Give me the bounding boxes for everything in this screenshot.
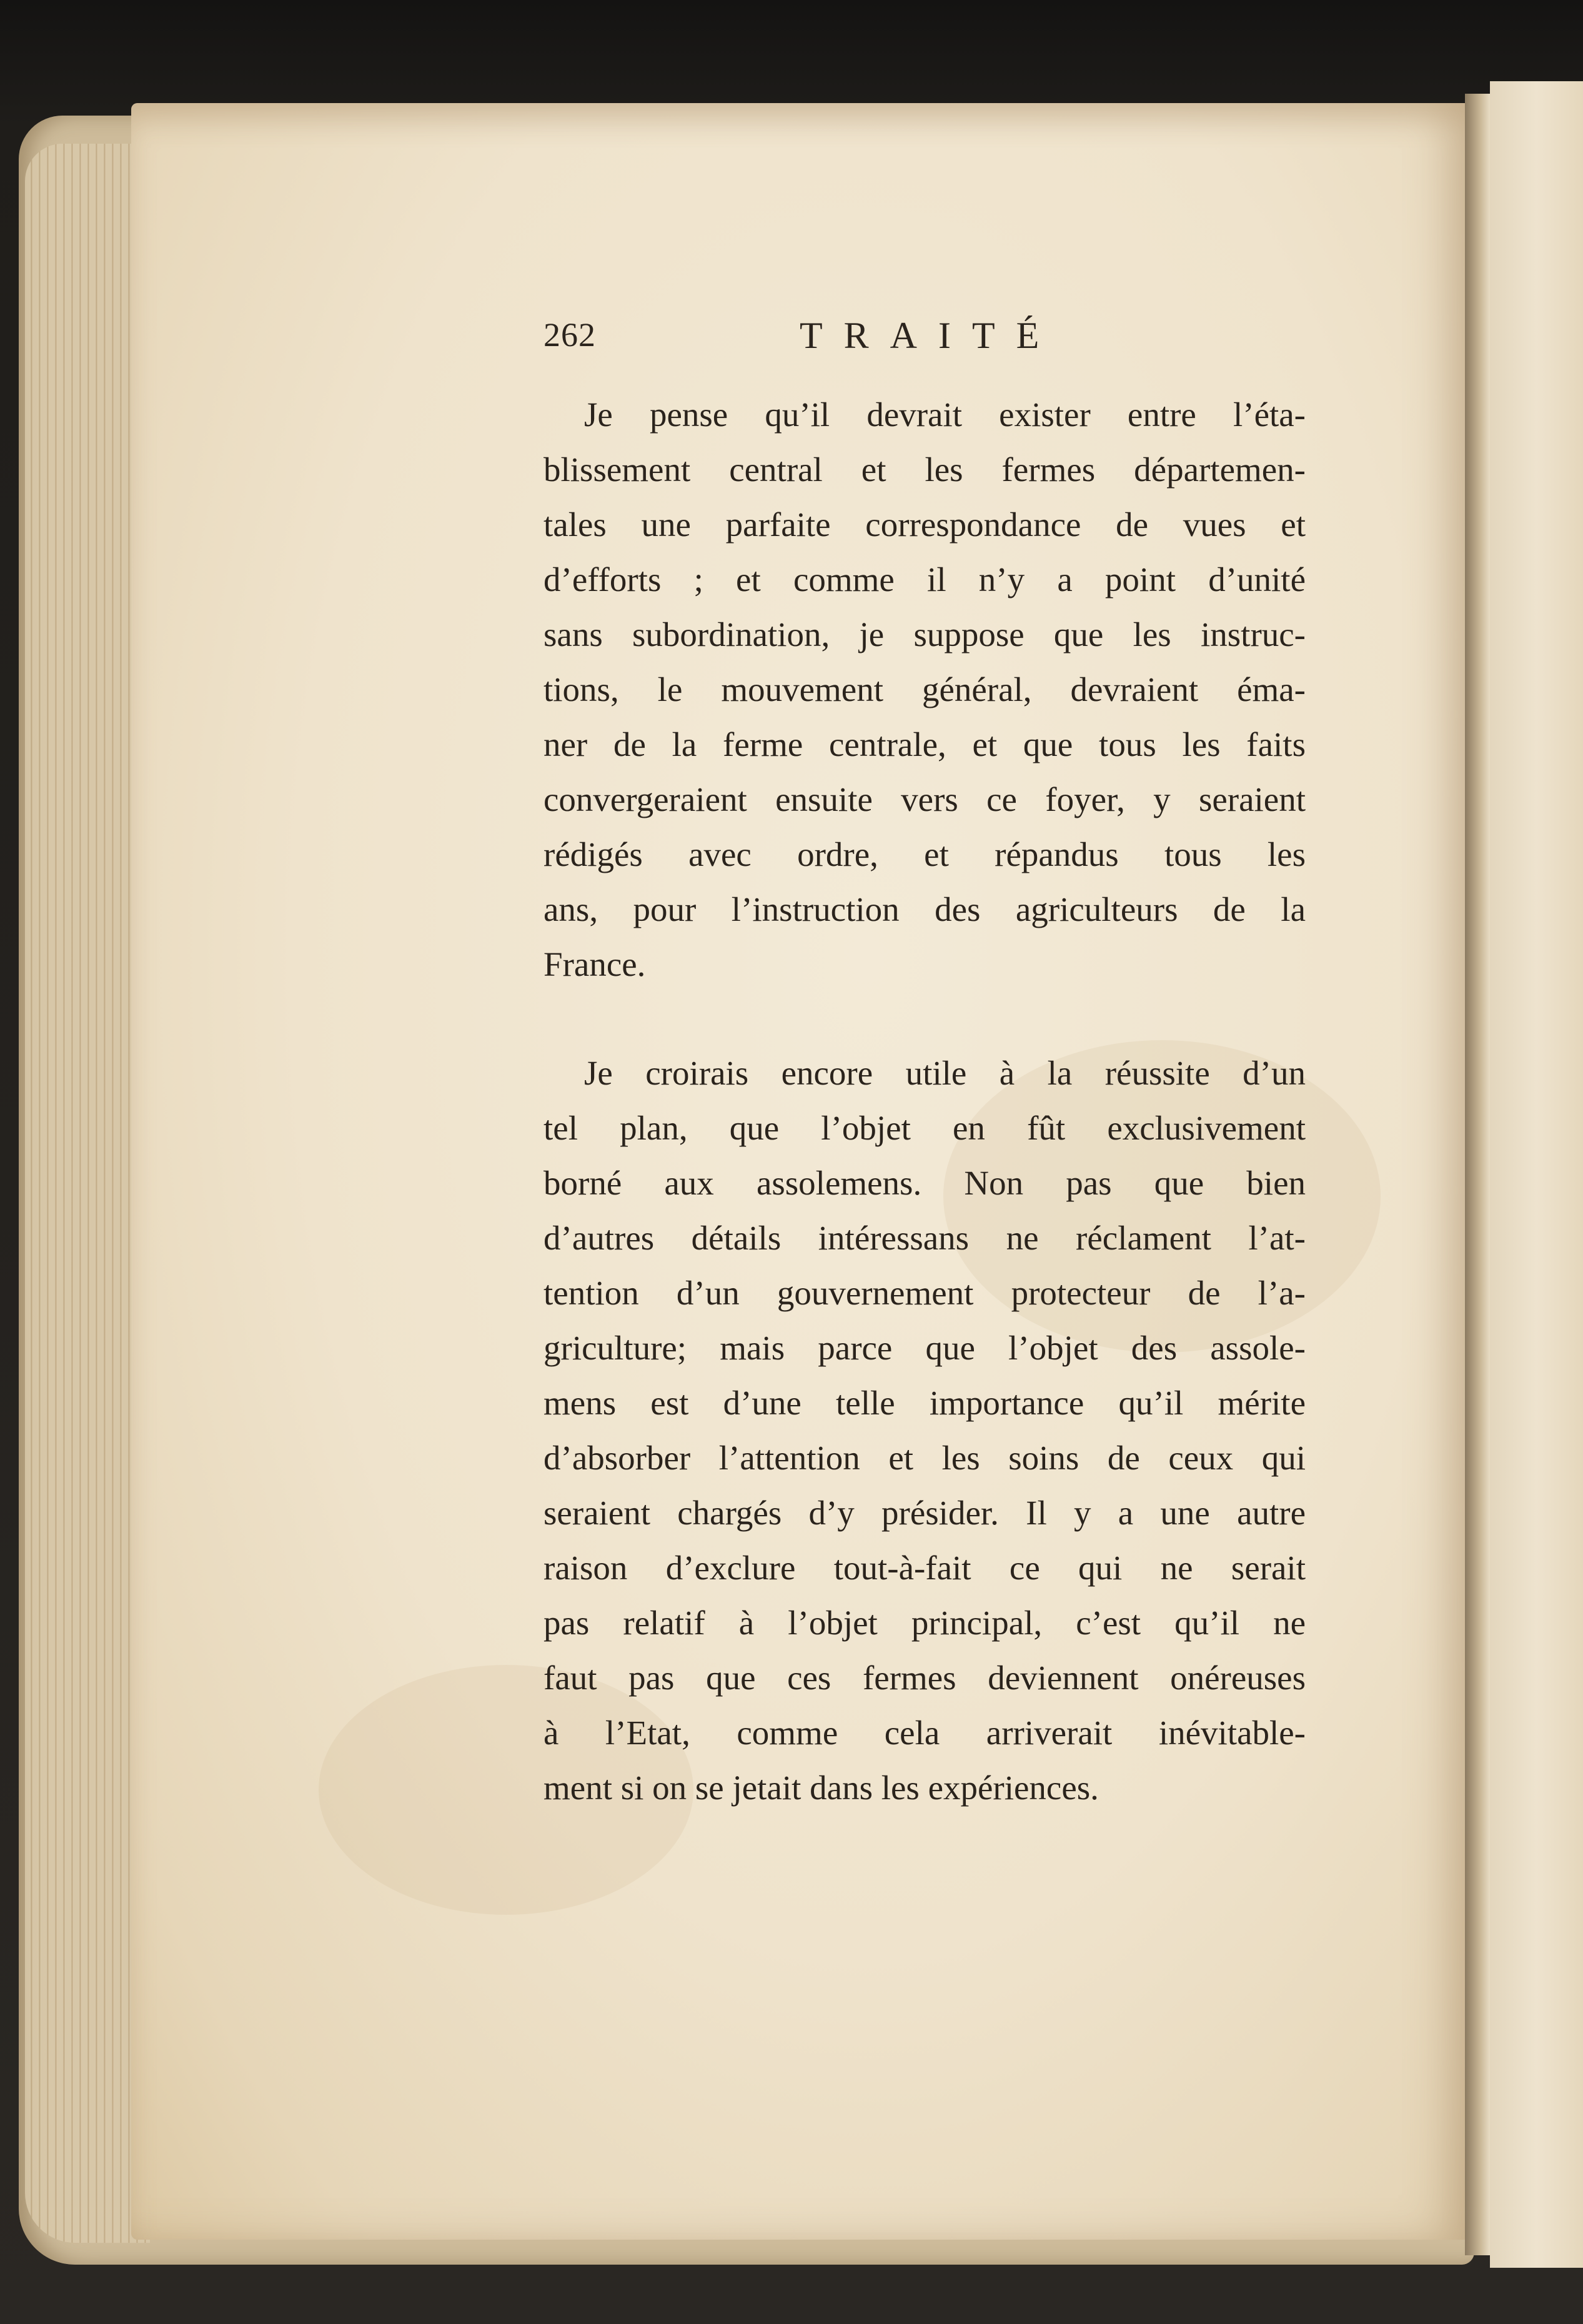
running-title: TRAITÉ [800, 315, 1061, 356]
text-line: convergeraient ensuite vers ce foyer, y seraient [543, 780, 1306, 818]
facing-page-edge [1490, 81, 1583, 2268]
text-line: tales une parfaite correspondance de vues et [543, 505, 1306, 544]
text-line: tention d’un gouvernement protecteur de l’a- [543, 1274, 1306, 1312]
page-number: 262 [543, 316, 596, 354]
text-line: d’autres détails intéressans ne réclament l’at- [543, 1219, 1306, 1257]
paragraph [543, 1046, 1306, 1815]
text-line: d’absorber l’attention et les soins de ceux qui [543, 1439, 1306, 1477]
text-line: France. [543, 945, 646, 983]
text-line: raison d’exclure tout-à-fait ce qui ne serait [543, 1549, 1306, 1587]
text-line: d’efforts ; et comme il n’y a point d’unité [543, 560, 1306, 598]
running-head [543, 315, 1324, 365]
body-text [543, 387, 1306, 1815]
text-line: faut pas que ces fermes deviennent onéreuses [543, 1659, 1306, 1697]
text-line: mens est d’une telle importance qu’il mérite [543, 1384, 1306, 1422]
text-line: sans subordination, je suppose que les instruc- [543, 615, 1306, 653]
text-line: Je pense qu’il devrait exister entre l’éta- [584, 395, 1306, 434]
text-line: pas relatif à l’objet principal, c’est qu’il ne [543, 1604, 1306, 1642]
text-line: ment si on se jetait dans les expériences. [543, 1769, 1099, 1807]
text-line: tions, le mouvement général, devraient éma- [543, 670, 1306, 708]
text-line: seraient chargés d’y présider. Il y a une autre [543, 1494, 1306, 1532]
text-line: tel plan, que l’objet en fût exclusivement [543, 1109, 1306, 1147]
text-line: Je croirais encore utile à la réussite d’un [584, 1054, 1306, 1092]
text-line: rédigés avec ordre, et répandus tous les [543, 835, 1306, 873]
text-line: ans, pour l’instruction des agriculteurs de la [543, 890, 1306, 928]
text-line: ner de la ferme centrale, et que tous les faits [543, 725, 1306, 763]
text-line: borné aux assolemens. Non pas que bien [543, 1164, 1306, 1202]
text-line: blissement central et les fermes départemen- [543, 450, 1306, 489]
text-line: à l’Etat, comme cela arriverait inévitable- [543, 1714, 1306, 1752]
text-line: griculture; mais parce que l’objet des assole- [543, 1329, 1306, 1367]
book-gutter [1465, 94, 1490, 2255]
paragraph [543, 387, 1306, 992]
